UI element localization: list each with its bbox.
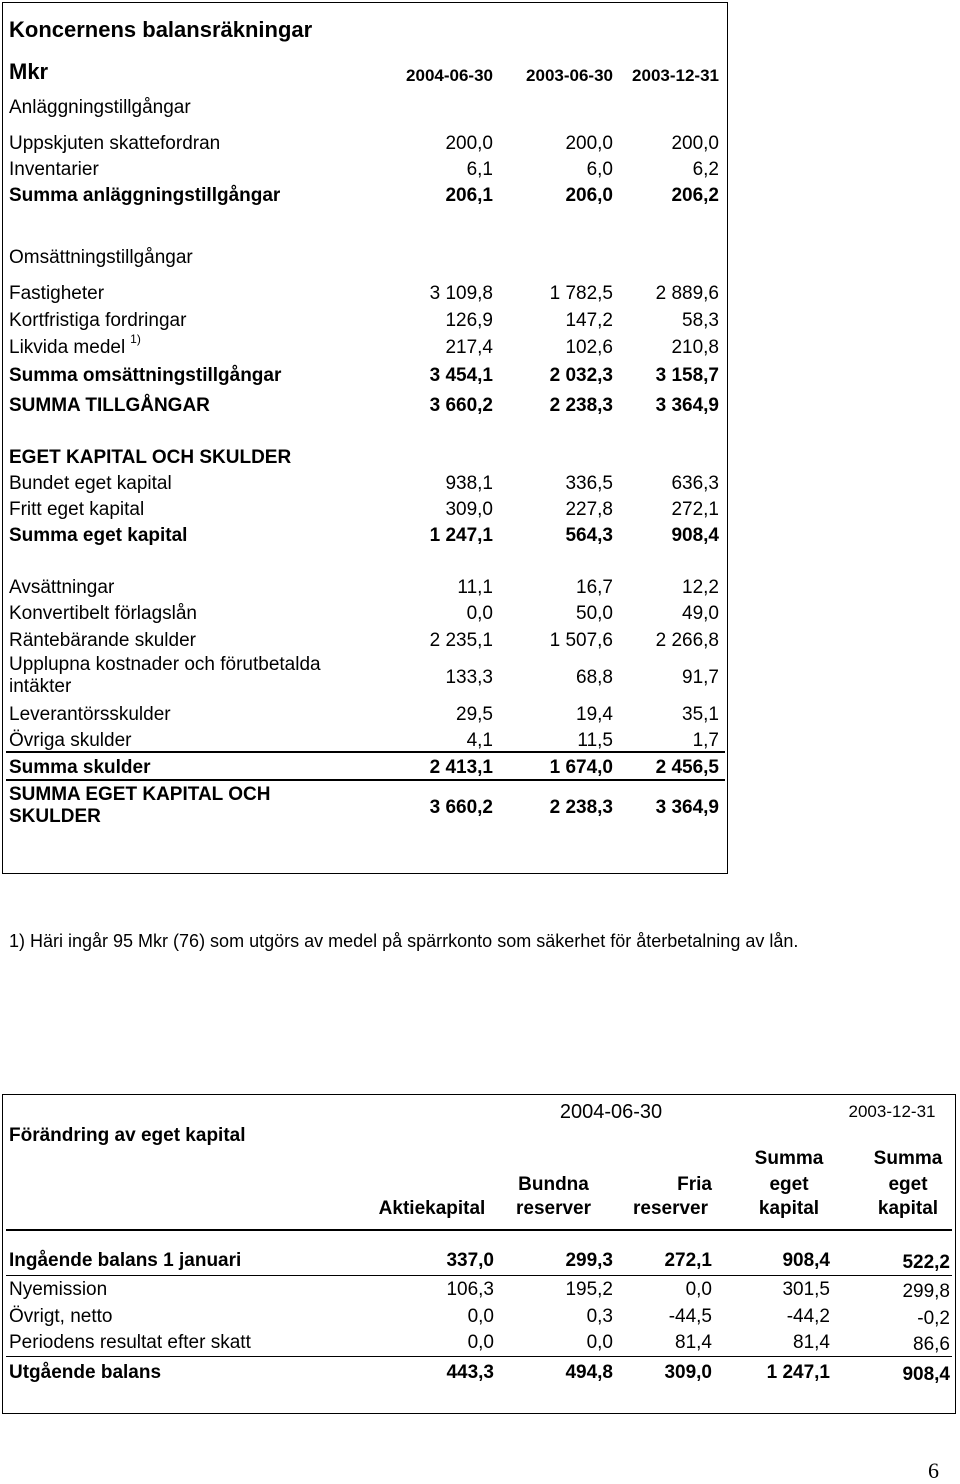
cell: 1 247,1 <box>766 1362 830 1383</box>
section-heading: Omsättningstillgångar <box>9 246 193 268</box>
row-label: Summa skulder <box>9 756 151 778</box>
cell: 6,1 <box>466 158 493 180</box>
row-label-line: SKULDER <box>9 805 101 827</box>
row-label: Avsättningar <box>9 576 115 598</box>
cell: 299,8 <box>902 1281 950 1302</box>
row-label <box>9 784 270 828</box>
cell: 210,8 <box>671 336 719 358</box>
cell: 938,1 <box>445 472 493 494</box>
cell: 106,3 <box>446 1279 494 1300</box>
cell: 309,0 <box>445 498 493 520</box>
period-header: 2004-06-30 <box>559 1101 663 1123</box>
cell: 4,1 <box>466 729 493 751</box>
col-header-2: 2003-06-30 <box>526 65 613 85</box>
cell: 0,0 <box>586 1332 613 1353</box>
row-label-text: Likvida medel <box>9 336 126 358</box>
cell: 91,7 <box>682 666 719 688</box>
unit-label: Mkr <box>9 59 49 84</box>
cell: 0,0 <box>685 1279 712 1300</box>
cell: 49,0 <box>682 602 719 624</box>
cell: 206,1 <box>445 184 493 206</box>
cell: 2 235,1 <box>429 629 493 651</box>
cell: 336,5 <box>565 472 613 494</box>
cell: 133,3 <box>445 666 493 688</box>
cell: 12,2 <box>682 576 719 598</box>
cell: 81,4 <box>793 1332 830 1353</box>
cell: 3 364,9 <box>655 394 719 416</box>
cell: 2 266,8 <box>655 629 719 651</box>
row-label-line: SUMMA EGET KAPITAL OCH <box>9 784 271 805</box>
row-label: SUMMA TILLGÅNGAR <box>9 394 210 416</box>
cell: 1 247,1 <box>429 524 493 546</box>
cell: 29,5 <box>456 703 493 725</box>
col-header: reserver <box>632 1198 709 1219</box>
cell: 11,1 <box>457 576 493 598</box>
row-label: Inventarier <box>9 158 99 180</box>
col-header: kapital <box>758 1198 820 1219</box>
cell: 2 032,3 <box>549 364 613 386</box>
table-title: Förändring av eget kapital <box>9 1125 246 1146</box>
cell: 1,7 <box>692 729 719 751</box>
footnote: 1) Häri ingår 95 Mkr (76) som utgörs av medel på spärrkonto som säkerhet för återbetalning av lån. <box>9 931 799 951</box>
cell: 3 109,8 <box>429 282 493 304</box>
cell: 19,4 <box>576 703 613 725</box>
cell: 2 238,3 <box>549 796 613 818</box>
cell: 494,8 <box>565 1362 613 1383</box>
cell: 200,0 <box>445 132 493 154</box>
cell: 3 454,1 <box>429 364 493 386</box>
col-header-1: 2004-06-30 <box>406 65 493 85</box>
col-header: kapital <box>877 1198 939 1219</box>
cell: 227,8 <box>565 498 613 520</box>
cell: 81,4 <box>675 1332 712 1353</box>
cell: 908,4 <box>782 1250 830 1271</box>
col-header: Bundna <box>518 1174 589 1195</box>
cell: 299,3 <box>565 1250 613 1271</box>
cell: 3 364,9 <box>655 796 719 818</box>
cell: 6,2 <box>692 158 719 180</box>
cell: 206,0 <box>565 184 613 206</box>
cell: 50,0 <box>576 602 613 624</box>
col-header: Summa <box>873 1148 943 1169</box>
row-label: Uppskjuten skattefordran <box>9 132 221 154</box>
footnote-marker: 1) <box>130 332 141 346</box>
cell: 272,1 <box>671 498 719 520</box>
row-label: Konvertibelt förlagslån <box>9 602 197 624</box>
cell: -44,2 <box>786 1306 830 1327</box>
col-header: reserver <box>515 1198 592 1219</box>
cell: 86,6 <box>913 1334 950 1355</box>
row-label: Summa eget kapital <box>9 524 188 546</box>
cell: 6,0 <box>586 158 613 180</box>
section-heading: EGET KAPITAL OCH SKULDER <box>9 446 292 468</box>
cell: 68,8 <box>576 666 613 688</box>
cell: 2 413,1 <box>429 756 493 778</box>
cell: 2 889,6 <box>655 282 719 304</box>
cell: 16,7 <box>576 576 613 598</box>
row-label: Bundet eget kapital <box>9 472 172 494</box>
cell: 1 507,6 <box>549 629 613 651</box>
cell: 0,0 <box>467 1306 494 1327</box>
cell: 195,2 <box>565 1279 613 1300</box>
cell: -0,2 <box>917 1308 950 1329</box>
col-header-3: 2003-12-31 <box>632 65 719 85</box>
period-header: 2003-12-31 <box>848 1102 936 1121</box>
cell: 3 158,7 <box>655 364 719 386</box>
cell: 564,3 <box>565 524 613 546</box>
row-label: Ingående balans 1 januari <box>9 1250 242 1271</box>
row-label-line: Upplupna kostnader och förutbetalda <box>9 654 321 675</box>
col-header: eget <box>769 1174 809 1195</box>
divider <box>6 751 725 753</box>
row-label: Räntebärande skulder <box>9 629 196 651</box>
row-label: Kortfristiga fordringar <box>9 309 187 331</box>
col-header: Fria <box>677 1174 712 1195</box>
row-label: Övriga skulder <box>9 729 132 751</box>
cell: 35,1 <box>682 703 719 725</box>
cell: 3 660,2 <box>429 394 493 416</box>
cell: 58,3 <box>682 309 719 331</box>
balance-title: Koncernens balansräkningar <box>9 17 313 42</box>
cell: 337,0 <box>446 1250 494 1271</box>
cell: 1 782,5 <box>549 282 613 304</box>
cell: 200,0 <box>671 132 719 154</box>
row-label: Övrigt, netto <box>9 1306 113 1327</box>
cell: 1 674,0 <box>549 756 613 778</box>
divider <box>6 779 725 781</box>
col-header: eget <box>888 1174 928 1195</box>
row-label: Periodens resultat efter skatt <box>9 1332 251 1353</box>
row-label: Summa anläggningstillgångar <box>9 184 281 206</box>
cell: 126,9 <box>445 309 493 331</box>
cell: 309,0 <box>664 1362 712 1383</box>
row-label: Fastigheter <box>9 282 105 304</box>
row-label: Nyemission <box>9 1279 108 1300</box>
cell: 0,0 <box>467 1332 494 1353</box>
cell: 0,3 <box>586 1306 613 1327</box>
cell: 147,2 <box>565 309 613 331</box>
row-label: Utgående balans <box>9 1362 162 1383</box>
cell: 636,3 <box>671 472 719 494</box>
divider <box>6 1229 952 1231</box>
cell: 200,0 <box>565 132 613 154</box>
cell: 11,5 <box>577 729 613 751</box>
cell: 908,4 <box>671 524 719 546</box>
cell: 0,0 <box>466 602 493 624</box>
cell: 102,6 <box>565 336 613 358</box>
row-label-line: intäkter <box>9 675 72 697</box>
cell: 3 660,2 <box>429 796 493 818</box>
row-label <box>9 654 321 698</box>
divider <box>6 1275 952 1276</box>
section-heading: Anläggningstillgångar <box>9 96 191 118</box>
divider <box>6 1356 952 1357</box>
col-header: Aktiekapital <box>378 1198 486 1219</box>
cell: -44,5 <box>668 1306 712 1327</box>
row-label: Summa omsättningstillgångar <box>9 364 282 386</box>
cell: 206,2 <box>671 184 719 206</box>
cell: 2 238,3 <box>549 394 613 416</box>
cell: 522,2 <box>902 1252 950 1273</box>
page-number: 6 <box>928 1458 939 1483</box>
cell: 301,5 <box>782 1279 830 1300</box>
row-label <box>9 332 141 359</box>
cell: 443,3 <box>446 1362 494 1383</box>
row-label: Leverantörsskulder <box>9 703 171 725</box>
cell: 272,1 <box>664 1250 712 1271</box>
cell: 2 456,5 <box>655 756 719 778</box>
cell: 217,4 <box>445 336 493 358</box>
col-header: Summa <box>754 1148 824 1169</box>
cell: 908,4 <box>902 1364 950 1385</box>
row-label: Fritt eget kapital <box>9 498 145 520</box>
